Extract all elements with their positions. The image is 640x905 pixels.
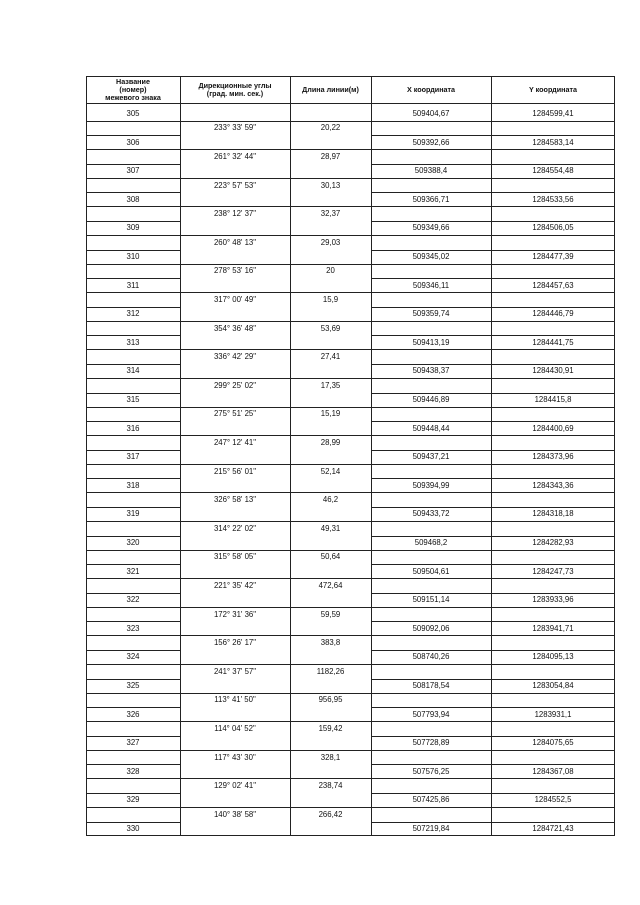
row-divider (371, 393, 615, 394)
header-point-name: Название (номер) межевого знака (105, 76, 161, 102)
row-divider (86, 192, 180, 193)
row-divider (86, 393, 180, 394)
direction-angle: 354° 36' 48" (213, 323, 257, 333)
line-length: 266,42 (318, 809, 343, 819)
direction-angle: 314° 22' 02" (213, 523, 257, 533)
x-coordinate: 509349,66 (412, 223, 450, 233)
row-divider (86, 149, 371, 150)
point-name: 324 (126, 652, 140, 662)
x-coordinate: 509446,89 (412, 395, 450, 404)
row-divider (371, 578, 615, 579)
x-coordinate: 509394,99 (412, 480, 450, 490)
x-coordinate: 509448,44 (412, 423, 450, 433)
point-name: 316 (126, 423, 140, 433)
row-divider (86, 478, 180, 479)
line-length: 29,03 (320, 237, 341, 247)
direction-angle: 315° 58' 05" (213, 552, 257, 562)
row-divider (86, 635, 371, 636)
x-coordinate: 509437,21 (412, 452, 450, 462)
row-divider (371, 321, 615, 322)
x-coordinate: 509468,2 (414, 538, 448, 547)
row-divider (371, 264, 615, 265)
row-divider (371, 664, 615, 665)
line-length: 28,97 (320, 151, 341, 161)
y-coordinate: 1283941,71 (532, 623, 574, 633)
row-divider (371, 307, 615, 308)
x-coordinate: 509366,71 (412, 194, 450, 204)
line-length: 28,99 (320, 437, 341, 447)
point-name: 320 (126, 538, 140, 547)
x-coordinate: 509388,4 (414, 166, 448, 176)
point-name: 306 (126, 137, 140, 147)
direction-angle: 233° 33' 59" (213, 123, 257, 133)
y-coordinate: 1284095,13 (532, 652, 574, 662)
point-name: 308 (126, 194, 140, 204)
direction-angle: 275° 51' 25" (213, 409, 257, 419)
y-coordinate: 1284367,08 (532, 766, 574, 776)
row-divider (371, 607, 615, 608)
row-divider (371, 750, 615, 751)
row-divider (86, 664, 371, 665)
line-length: 956,95 (318, 695, 343, 705)
row-divider (371, 192, 615, 193)
row-divider (86, 593, 180, 594)
row-divider (86, 521, 371, 522)
row-divider (371, 822, 615, 823)
row-divider (371, 593, 615, 594)
row-divider (86, 750, 371, 751)
row-divider (86, 492, 371, 493)
row-divider (86, 435, 371, 436)
row-divider (371, 407, 615, 408)
x-coordinate: 509345,02 (412, 252, 450, 261)
row-divider (86, 121, 371, 122)
direction-angle: 215° 56' 01" (213, 466, 257, 476)
row-divider (371, 149, 615, 150)
row-divider (86, 178, 371, 179)
row-divider (86, 421, 180, 422)
x-coordinate: 507219,84 (412, 824, 450, 833)
point-name: 317 (126, 452, 140, 462)
row-divider (371, 550, 615, 551)
x-coordinate: 507425,86 (412, 795, 450, 805)
row-divider (86, 822, 180, 823)
line-length: 20,22 (320, 123, 341, 133)
row-divider (86, 536, 180, 537)
point-name: 330 (126, 824, 140, 833)
row-divider (371, 764, 615, 765)
point-name: 310 (126, 252, 140, 261)
y-coordinate: 1284599,41 (532, 109, 574, 118)
row-divider (86, 292, 371, 293)
line-length: 15,9 (322, 294, 339, 304)
header-x-coordinate: X координата (406, 84, 456, 94)
point-name: 323 (126, 623, 140, 633)
y-coordinate: 1284457,63 (532, 280, 574, 290)
row-divider (371, 349, 615, 350)
point-name: 321 (126, 566, 140, 576)
line-length: 46,2 (322, 495, 339, 505)
point-name: 327 (126, 738, 140, 748)
row-divider (371, 650, 615, 651)
y-coordinate: 1283933,96 (532, 595, 574, 605)
line-length: 49,31 (320, 523, 341, 533)
point-name: 315 (126, 395, 140, 404)
row-divider (86, 707, 180, 708)
row-divider (371, 421, 615, 422)
line-length: 383,8 (320, 638, 341, 648)
row-divider (86, 250, 180, 251)
row-divider (86, 235, 371, 236)
row-divider (371, 807, 615, 808)
y-coordinate: 1284415,8 (534, 395, 572, 404)
x-coordinate: 509504,61 (412, 566, 450, 576)
row-divider (86, 679, 180, 680)
direction-angle: 156° 26' 17" (213, 638, 257, 648)
row-divider (86, 736, 180, 737)
line-length: 159,42 (318, 723, 343, 733)
point-name: 319 (126, 509, 140, 519)
row-divider (371, 378, 615, 379)
y-coordinate: 1284247,73 (532, 566, 574, 576)
y-coordinate: 1284343,36 (532, 480, 574, 490)
y-coordinate: 1283054,84 (532, 681, 574, 690)
point-name: 325 (126, 681, 140, 690)
x-coordinate: 509346,11 (412, 280, 450, 290)
header-line-length: Длина линии(м) (302, 84, 359, 94)
row-divider (86, 307, 180, 308)
row-divider (371, 450, 615, 451)
row-divider (86, 221, 180, 222)
row-divider (371, 536, 615, 537)
y-coordinate: 1284282,93 (532, 538, 574, 547)
x-coordinate: 509438,37 (412, 366, 450, 376)
direction-angle: 336° 42' 29" (213, 352, 257, 362)
x-coordinate: 508740,26 (412, 652, 450, 662)
line-length: 17,35 (320, 380, 341, 390)
x-coordinate: 509433,72 (412, 509, 450, 519)
direction-angle: 241° 37' 57" (213, 666, 257, 676)
row-divider (86, 335, 180, 336)
row-divider (371, 435, 615, 436)
y-coordinate: 1284075,65 (532, 738, 574, 748)
header-direction-angle: Дирекционные углы (град. мин. сек.) (198, 80, 272, 98)
row-divider (371, 679, 615, 680)
row-divider (371, 564, 615, 565)
y-coordinate: 1284373,96 (532, 452, 574, 462)
row-divider (371, 778, 615, 779)
row-divider (86, 135, 180, 136)
y-coordinate: 1284721,43 (532, 824, 574, 833)
row-divider (86, 464, 371, 465)
x-coordinate: 509413,19 (412, 337, 450, 347)
direction-angle: 223° 57' 53" (213, 180, 257, 190)
row-divider (86, 507, 180, 508)
row-divider (86, 793, 180, 794)
point-name: 328 (126, 766, 140, 776)
row-divider (86, 607, 371, 608)
header-y-coordinate: Y координата (529, 84, 577, 94)
y-coordinate: 1284583,14 (532, 137, 574, 147)
row-divider (371, 793, 615, 794)
row-divider (371, 278, 615, 279)
boundary-coordinates-table (86, 76, 615, 833)
row-divider (86, 578, 371, 579)
row-divider (86, 364, 180, 365)
row-divider (86, 164, 180, 165)
direction-angle: 117° 43' 30" (214, 752, 256, 762)
direction-angle: 113° 41' 50" (214, 695, 256, 705)
y-coordinate: 1284533,56 (532, 194, 574, 204)
row-divider (86, 450, 180, 451)
row-divider (86, 278, 180, 279)
point-name: 307 (126, 166, 140, 176)
row-divider (86, 206, 371, 207)
row-divider (86, 807, 371, 808)
y-coordinate: 1284446,79 (532, 309, 574, 319)
row-divider (86, 564, 180, 565)
row-divider (371, 121, 615, 122)
row-divider (371, 635, 615, 636)
point-name: 313 (126, 337, 140, 347)
y-coordinate: 1283931,1 (534, 709, 572, 719)
line-length: 59,59 (320, 609, 341, 619)
line-length: 20 (326, 266, 335, 276)
direction-angle: 114° 04' 52" (214, 723, 256, 733)
row-divider (86, 103, 615, 104)
point-name: 305 (126, 109, 140, 118)
row-divider (371, 206, 615, 207)
row-divider (371, 492, 615, 493)
row-divider (371, 235, 615, 236)
point-name: 318 (126, 480, 140, 490)
row-divider (371, 507, 615, 508)
row-divider (371, 292, 615, 293)
row-divider (371, 478, 615, 479)
line-length: 52,14 (320, 466, 341, 476)
row-divider (371, 135, 615, 136)
line-length: 50,64 (320, 552, 341, 562)
point-name: 311 (126, 280, 140, 290)
row-divider (371, 335, 615, 336)
row-divider (86, 764, 180, 765)
direction-angle: 299° 25' 02" (213, 380, 257, 390)
line-length: 27,41 (320, 352, 341, 362)
y-coordinate: 1284430,91 (532, 366, 574, 376)
x-coordinate: 509151,14 (412, 595, 450, 605)
line-length: 30,13 (320, 180, 341, 190)
line-length: 472,64 (318, 580, 343, 590)
line-length: 32,37 (320, 209, 341, 219)
row-divider (371, 521, 615, 522)
row-divider (86, 264, 371, 265)
x-coordinate: 508178,54 (412, 681, 450, 690)
direction-angle: 261° 32' 44" (213, 151, 257, 161)
row-divider (371, 178, 615, 179)
y-coordinate: 1284506,05 (532, 223, 574, 233)
y-coordinate: 1284552,5 (534, 795, 572, 805)
row-divider (86, 693, 371, 694)
row-divider (371, 693, 615, 694)
point-name: 329 (126, 795, 140, 805)
row-divider (86, 76, 615, 77)
y-coordinate: 1284441,75 (532, 337, 574, 347)
direction-angle: 247° 12' 41" (213, 437, 257, 447)
direction-angle: 238° 12' 37" (213, 209, 257, 219)
line-length: 53,69 (320, 323, 341, 333)
row-divider (86, 378, 371, 379)
point-name: 322 (126, 595, 140, 605)
row-divider (86, 721, 371, 722)
y-coordinate: 1284477,39 (532, 252, 574, 261)
row-divider (371, 621, 615, 622)
y-coordinate: 1284400,69 (532, 423, 574, 433)
row-divider (371, 707, 615, 708)
row-divider (371, 721, 615, 722)
direction-angle: 172° 31' 36" (213, 609, 257, 619)
direction-angle: 317° 00' 49" (213, 294, 257, 304)
row-divider (371, 164, 615, 165)
row-divider (86, 550, 371, 551)
row-divider (371, 250, 615, 251)
x-coordinate: 509359,74 (412, 309, 450, 319)
row-divider (371, 221, 615, 222)
row-divider (86, 835, 615, 836)
line-length: 15,19 (320, 409, 341, 419)
direction-angle: 278° 53' 16" (213, 266, 257, 276)
line-length: 328,1 (320, 752, 341, 762)
row-divider (86, 349, 371, 350)
row-divider (86, 621, 180, 622)
row-divider (86, 778, 371, 779)
direction-angle: 140° 38' 58" (213, 809, 257, 819)
direction-angle: 129° 02' 41" (213, 781, 257, 791)
x-coordinate: 509092,06 (412, 623, 450, 633)
direction-angle: 326° 58' 13" (213, 495, 257, 505)
row-divider (86, 321, 371, 322)
point-name: 326 (126, 709, 140, 719)
x-coordinate: 507728,89 (412, 738, 450, 748)
x-coordinate: 507576,25 (412, 766, 450, 776)
point-name: 309 (126, 223, 140, 233)
direction-angle: 221° 35' 42" (213, 580, 257, 590)
x-coordinate: 509392,66 (412, 137, 450, 147)
line-length: 1182,26 (316, 666, 345, 676)
x-coordinate: 507793,94 (412, 709, 450, 719)
row-divider (371, 464, 615, 465)
point-name: 314 (126, 366, 140, 376)
row-divider (371, 364, 615, 365)
y-coordinate: 1284318,18 (532, 509, 574, 519)
line-length: 238,74 (318, 781, 343, 791)
row-divider (86, 650, 180, 651)
row-divider (371, 736, 615, 737)
direction-angle: 260° 48' 13" (213, 237, 257, 247)
point-name: 312 (126, 309, 140, 319)
row-divider (86, 407, 371, 408)
x-coordinate: 509404,67 (412, 109, 450, 118)
y-coordinate: 1284554,48 (532, 166, 574, 176)
